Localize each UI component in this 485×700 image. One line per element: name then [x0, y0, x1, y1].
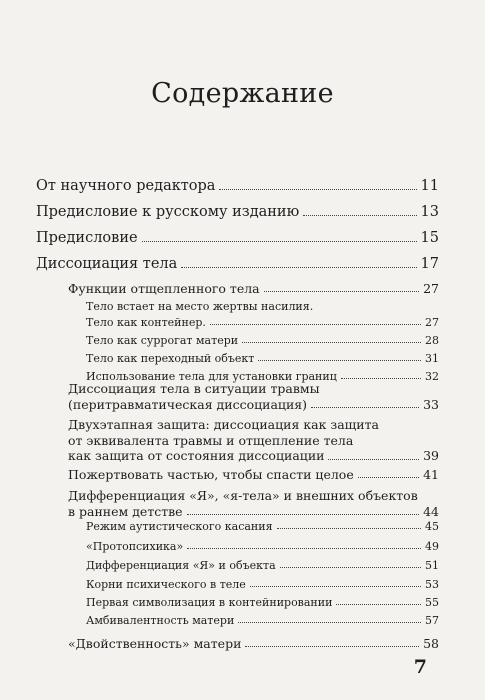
toc-entry-label: как защита от состояния диссоциации: [68, 448, 325, 464]
toc-page-number: 27: [423, 281, 439, 296]
toc-entry-label: Предисловие к русскому изданию: [36, 204, 300, 220]
toc-entry-label: Режим аутистического касания: [86, 520, 273, 533]
toc-entry: [68, 467, 439, 482]
toc-page-number: 55: [425, 596, 439, 609]
toc-page-number: 31: [425, 352, 439, 365]
toc-entry: [68, 281, 439, 296]
toc-entry: [68, 636, 439, 651]
dot-leader: [277, 527, 421, 529]
toc-entry: [86, 596, 439, 609]
toc-page-number: 51: [425, 559, 439, 572]
toc-entry-label: Пожертвовать частью, чтобы спасти целое: [68, 467, 354, 482]
toc-page-number: 58: [423, 636, 439, 651]
toc-entry-label: Амбивалентность матери: [86, 614, 235, 627]
toc-entry-label: Тело как контейнер.: [86, 316, 206, 329]
toc-page-number: 27: [425, 316, 439, 329]
dot-leader: [280, 566, 421, 568]
toc-page-number: 13: [420, 204, 439, 220]
toc-entry-label: Дифференциация «Я» и объекта: [86, 559, 276, 572]
dot-leader: [258, 359, 421, 361]
toc-entry: [86, 352, 439, 365]
toc-entry-label: Использование тела для установки границ: [86, 370, 337, 383]
toc-page-number: 32: [425, 370, 439, 383]
toc-entry-label: от эквивалента травмы и отщепление тела: [68, 432, 354, 448]
toc-entry-label: (перитравматическая диссоциация): [68, 396, 308, 412]
toc-entry-label: Предисловие: [36, 230, 138, 246]
dot-leader: [336, 603, 421, 605]
toc-page-number: 17: [420, 256, 439, 272]
toc-page-number: 15: [420, 230, 439, 246]
page-title: Содержание: [151, 78, 334, 109]
toc-entry-label: в раннем детстве: [68, 503, 183, 519]
toc-entry: [86, 520, 439, 533]
toc-entry-label: Дифференциация «Я», «я-тела» и внешних объектов: [68, 488, 418, 503]
toc-page-number: 28: [425, 334, 439, 347]
toc-entry-label: От научного редактора: [36, 178, 216, 194]
toc-page-number: 11: [420, 178, 439, 194]
toc-entry-label: Тело встает на место жертвы насилия.: [86, 300, 314, 313]
toc-page-number: 44: [423, 503, 439, 519]
toc-entry: [68, 381, 439, 412]
dot-leader: [142, 240, 417, 242]
toc-entry-label: Тело как переходный объект: [86, 352, 255, 365]
toc-entry-label: Двухэтапная защита: диссоциация как защита: [68, 417, 379, 432]
toc-entry: [86, 334, 439, 347]
dot-leader: [264, 290, 419, 292]
dot-leader: [311, 406, 419, 408]
dot-leader: [245, 645, 419, 647]
toc-page-number: 53: [425, 578, 439, 591]
toc-entry: [86, 614, 439, 627]
dot-leader: [238, 621, 421, 623]
dot-leader: [242, 341, 421, 343]
toc-entry: [36, 178, 439, 194]
dot-leader: [358, 476, 419, 478]
toc-entry-label: Корни психического в теле: [86, 578, 246, 591]
toc-entry: [36, 230, 439, 246]
toc-entry: [68, 417, 439, 464]
toc-page-number: 39: [423, 448, 439, 464]
toc-page-number: 57: [425, 614, 439, 627]
dot-leader: [210, 323, 421, 325]
dot-leader: [181, 266, 416, 268]
toc-entry-label: Первая символизация в контейнировании: [86, 596, 333, 609]
toc-entry: [86, 300, 439, 313]
page-folio-number: 7: [413, 656, 427, 678]
toc-entry: [36, 256, 439, 272]
toc-entry: [86, 578, 439, 591]
toc-entry-label: Тело как суррогат матери: [86, 334, 239, 347]
toc-page-number: 49: [425, 540, 439, 553]
toc-entry: [86, 316, 439, 329]
toc-entry: [86, 559, 439, 572]
toc-entry-label: «Протопсихика»: [86, 540, 184, 553]
toc-entry-label: Диссоциация тела в ситуации травмы: [68, 381, 320, 396]
dot-leader: [187, 513, 420, 515]
toc-entry-label: Функции отщепленного тела: [68, 281, 260, 296]
dot-leader: [341, 377, 421, 379]
toc-page-number: 41: [423, 467, 439, 482]
toc-entry: [68, 488, 439, 519]
dot-leader: [219, 188, 416, 190]
toc-entry-label: Диссоциация тела: [36, 256, 178, 272]
dot-leader: [250, 585, 421, 587]
toc-entry-label: «Двойственность» матери: [68, 636, 242, 651]
dot-leader: [187, 547, 421, 549]
toc-entry: [36, 204, 439, 220]
toc-page-number: 33: [423, 396, 439, 412]
dot-leader: [328, 458, 419, 460]
toc-entry: [86, 540, 439, 553]
toc-page-number: 45: [425, 520, 439, 533]
dot-leader: [303, 214, 416, 216]
